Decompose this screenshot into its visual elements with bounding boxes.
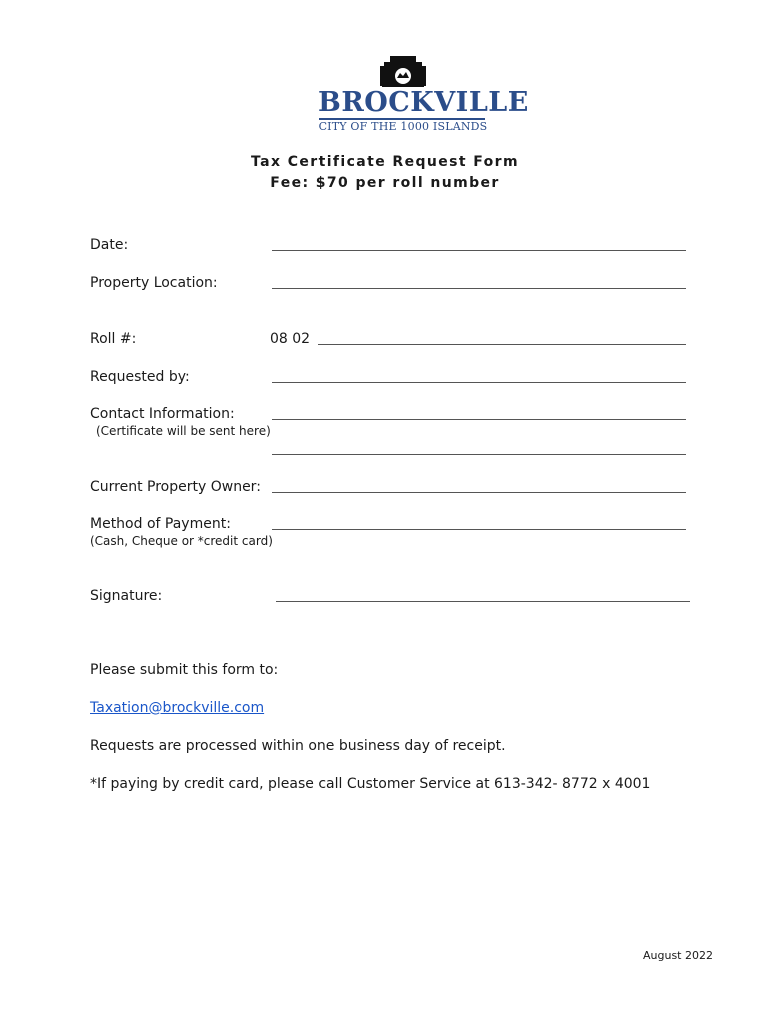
payment-note: (Cash, Cheque or *credit card) <box>90 534 273 548</box>
footer-date: August 2022 <box>643 949 713 962</box>
payment-label: Method of Payment: <box>90 516 231 532</box>
brand-subtitle: CITY OF THE 1000 ISLANDS <box>318 120 488 133</box>
date-field[interactable] <box>272 250 686 251</box>
form-fee: Fee: $70 per roll number <box>270 175 500 191</box>
submit-intro: Please submit this form to: <box>90 662 279 678</box>
owner-label: Current Property Owner: <box>90 479 261 495</box>
contact-field-line-1[interactable] <box>272 419 686 420</box>
roll-field[interactable] <box>318 344 686 345</box>
city-hall-crest-icon <box>318 52 488 92</box>
processing-note: Requests are processed within one business day of receipt. <box>90 738 506 754</box>
roll-prefix: 08 02 <box>270 331 311 347</box>
requested-by-field[interactable] <box>272 382 686 383</box>
signature-field[interactable] <box>276 601 690 602</box>
contact-note: (Certificate will be sent here) <box>96 424 271 438</box>
payment-field[interactable] <box>272 529 686 530</box>
property-location-field[interactable] <box>272 288 686 289</box>
email-link[interactable]: Taxation@brockville.com <box>90 700 265 716</box>
brand-name: BROCKVILLE <box>318 87 529 118</box>
owner-field[interactable] <box>272 492 686 493</box>
contact-label: Contact Information: <box>90 406 235 422</box>
contact-field-line-2[interactable] <box>272 454 686 455</box>
roll-label: Roll #: <box>90 331 137 347</box>
date-label: Date: <box>90 237 129 253</box>
requested-by-label: Requested by: <box>90 369 190 385</box>
credit-card-note: *If paying by credit card, please call Customer Service at 613-342- 8772 x 4001 <box>90 776 651 792</box>
signature-label: Signature: <box>90 588 163 604</box>
property-location-label: Property Location: <box>90 275 218 291</box>
form-title: Tax Certificate Request Form <box>251 154 519 170</box>
